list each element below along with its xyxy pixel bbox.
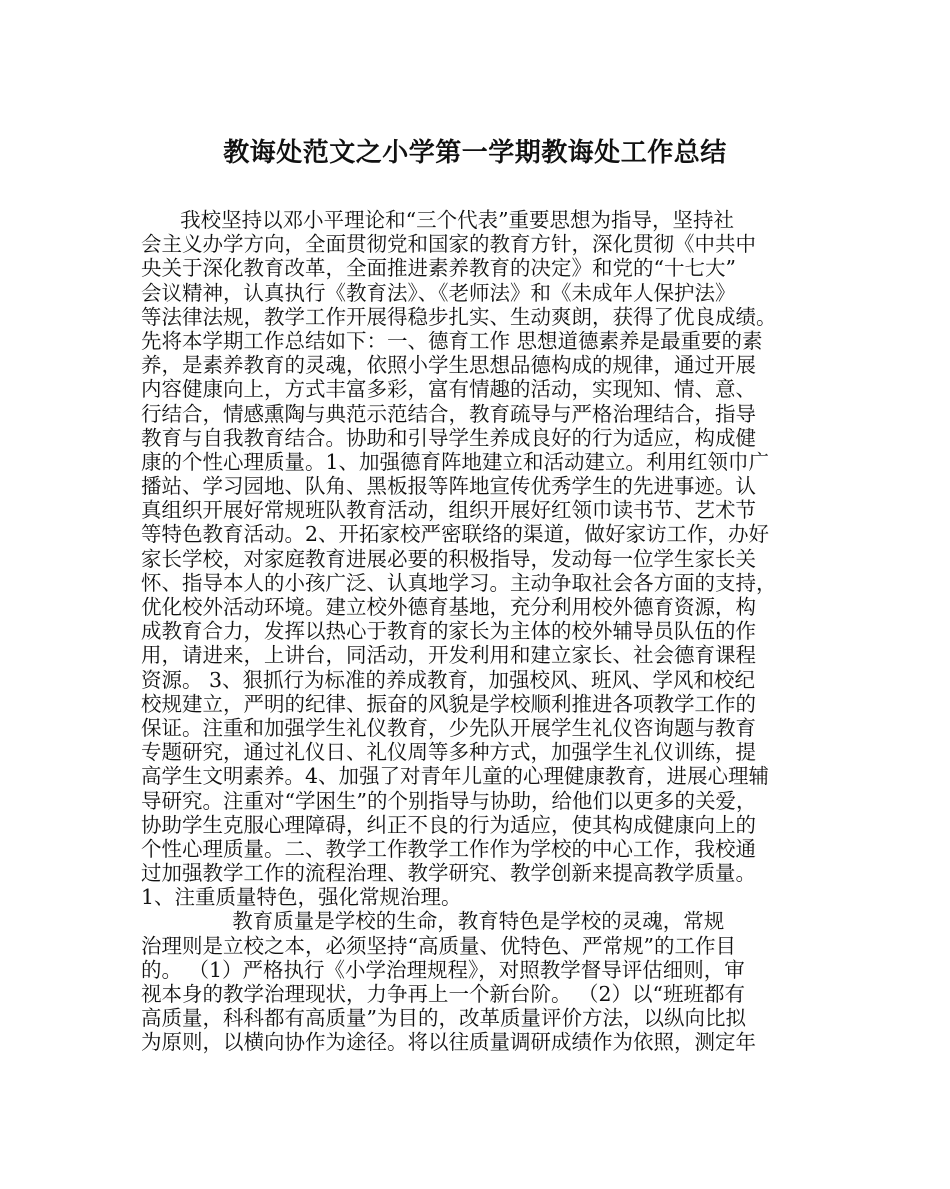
body-line: 养，是素养教育的灵魂，依照小学生思想品德构成的规律，通过开展 bbox=[141, 353, 756, 378]
body-line: 家长学校，对家庭教育进展必要的积极指导，发动每一位学生家长关 bbox=[141, 546, 756, 571]
body-line: 怀、指导本人的小孩广泛、认真地学习。主动争取社会各方面的支持， bbox=[141, 570, 777, 595]
body-line: 治理则是立校之本，必须坚持“高质量、优特色、严常规”的工作目 bbox=[141, 933, 736, 958]
body-line: 的。 （1）严格执行《小学治理规程》，对照教学督导评估细则，审 bbox=[141, 957, 745, 982]
body-line: 协助学生克服心理障碍，纠正不良的行为适应，使其构成健康向上的 bbox=[141, 812, 756, 837]
body-line: 视本身的教学治理现状，力争再上一个新台阶。 （2）以“班班都有 bbox=[141, 982, 746, 1006]
body-line: 央关于深化教育改革，全面推进素养教育的决定》和党的“十七大” bbox=[141, 256, 736, 281]
body-line: 1、注重质量特色，强化常规治理。 bbox=[141, 885, 462, 910]
body-line: 校规建立，严明的纪律、振奋的风貌是学校顺利推进各项教学工作的 bbox=[141, 691, 756, 716]
body-line: 优化校外活动环境。建立校外德育基地，充分利用校外德育资源，构 bbox=[141, 595, 756, 619]
document-body bbox=[141, 208, 831, 1055]
body-line: 高学生文明素养。4、加强了对青年儿童的心理健康教育，进展心理辅 bbox=[141, 764, 770, 789]
body-line: 资源。 3、狠抓行为标准的养成教育，加强校风、班风、学风和校纪 bbox=[141, 667, 756, 692]
body-line: 成教育合力，发挥以热心于教育的家长为主体的校外辅导员队伍的作 bbox=[141, 619, 756, 644]
body-line: 我校坚持以邓小平理论和“三个代表”重要思想为指导，坚持社 bbox=[141, 208, 735, 232]
body-line: 等法律法规，教学工作开展得稳步扎实、生动爽朗，获得了优良成绩。 bbox=[141, 304, 777, 329]
body-line: 高质量，科科都有高质量”为目的，改革质量评价方法，以纵向比拟 bbox=[141, 1006, 746, 1031]
body-line: 导研究。注重对“学困生”的个别指导与协助，给他们以更多的关爱， bbox=[141, 788, 757, 813]
body-line: 播站、学习园地、队角、黑板报等阵地宣传优秀学生的先进事迹。认 bbox=[141, 474, 756, 499]
body-line: 真组织开展好常规班队教育活动，组织开展好红领巾读书节、艺术节 bbox=[141, 498, 756, 523]
body-line: 保证。注重和加强学生礼仪教育，少先队开展学生礼仪咨询题与教育 bbox=[141, 715, 756, 740]
body-line: 个性心理质量。二、教学工作教学工作作为学校的中心工作，我校通 bbox=[141, 836, 756, 861]
body-line: 专题研究，通过礼仪日、礼仪周等多种方式，加强学生礼仪训练，提 bbox=[141, 740, 756, 765]
body-line: 康的个性心理质量。1、加强德育阵地建立和活动建立。利用红领巾广 bbox=[141, 449, 770, 474]
body-line: 用，请进来，上讲台，同活动，开发利用和建立家长、社会德育课程 bbox=[141, 643, 756, 668]
body-line: 会议精神，认真执行《教育法》、《老师法》和《未成年人保护法》 bbox=[141, 280, 736, 305]
body-line: 教育与自我教育结合。协助和引导学生养成良好的行为适应，构成健 bbox=[141, 425, 756, 450]
body-line: 会主义办学方向，全面贯彻党和国家的教育方针，深化贯彻《中共中 bbox=[141, 232, 756, 257]
body-line: 行结合，情感熏陶与典范示范结合，教育疏导与严格治理结合，指导 bbox=[141, 401, 756, 426]
body-line: 为原则，以横向协作为途径。将以往质量调研成绩作为依照，测定年 bbox=[141, 1030, 756, 1055]
body-line: 等特色教育活动。2、开拓家校严密联络的渠道，做好家访工作，办好 bbox=[141, 522, 770, 547]
body-line: 先将本学期工作总结如下：一、德育工作 思想道德素养是最重要的素 bbox=[141, 328, 763, 353]
document-title: 教诲处范文之小学第一学期教诲处工作总结 bbox=[223, 138, 727, 168]
body-line: 教育质量是学校的生命，教育特色是学校的灵魂，常规 bbox=[141, 909, 725, 934]
body-line: 内容健康向上，方式丰富多彩，富有情趣的活动，实现知、情、意、 bbox=[141, 377, 756, 402]
body-line: 过加强教学工作的流程治理、教学研究、教学创新来提高教学质量。 bbox=[141, 861, 756, 886]
